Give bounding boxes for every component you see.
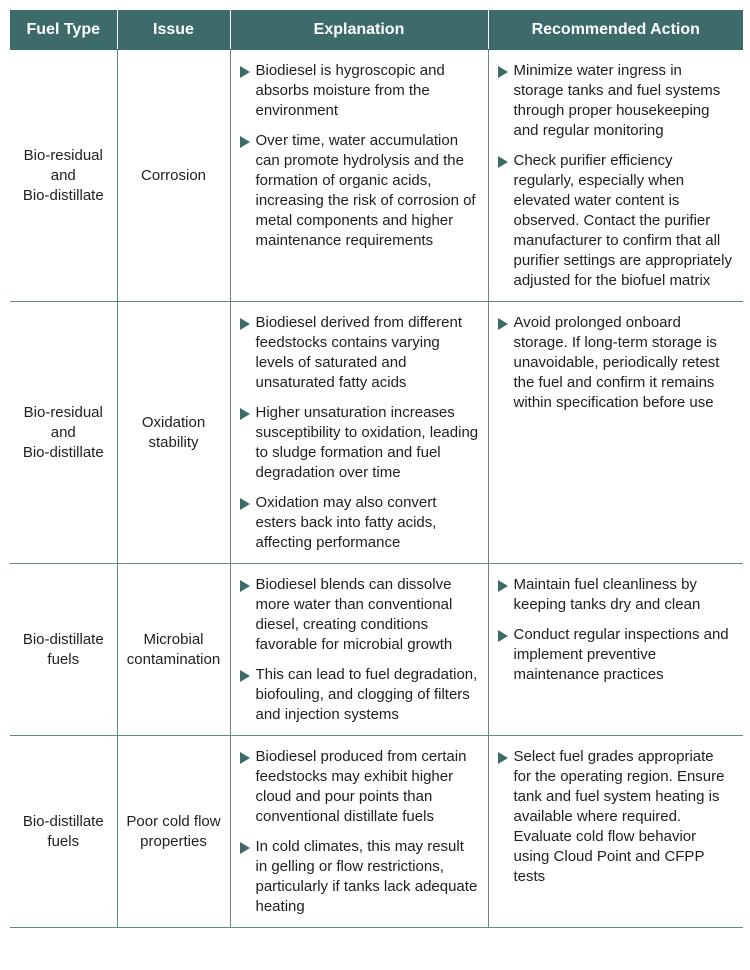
issue-cell: Poor cold flow properties	[117, 736, 230, 928]
explanation-list	[239, 575, 480, 725]
triangle-bullet-icon	[240, 842, 250, 854]
fuel-type-cell: Bio-distillate fuels	[10, 564, 117, 736]
bullet-text: Avoid prolonged onboard storage. If long-term storage is unavoidable, periodically retest the fuel and confirm it remains within specification before use	[513, 314, 720, 411]
table-row	[10, 736, 743, 928]
bullet-text: In cold climates, this may result in gelling or flow restrictions, particularly if tanks lack adequate heating	[255, 838, 478, 915]
triangle-bullet-icon	[498, 752, 508, 764]
header-fuel-type: Fuel Type	[10, 10, 117, 50]
fuel-issues-table	[10, 10, 743, 928]
action-list	[497, 747, 736, 887]
triangle-bullet-icon	[498, 156, 508, 168]
bullet-text: Conduct regular inspections and implement preventive maintenance practices	[513, 626, 729, 683]
header-issue: Issue	[117, 10, 230, 50]
bullet-item	[497, 625, 736, 685]
action-cell	[488, 302, 743, 564]
header-explanation: Explanation	[230, 10, 488, 50]
bullet-text: This can lead to fuel degradation, biofouling, and clogging of filters and injection systems	[255, 666, 478, 723]
issue-cell: Microbial contamination	[117, 564, 230, 736]
action-cell	[488, 736, 743, 928]
action-list	[497, 61, 736, 291]
issue-cell: Corrosion	[117, 50, 230, 302]
fuel-type-cell: Bio-distillate fuels	[10, 736, 117, 928]
bullet-text: Minimize water ingress in storage tanks and fuel systems through proper housekeeping and regular monitoring	[513, 62, 721, 139]
bullet-item	[239, 403, 480, 483]
action-list	[497, 313, 736, 413]
table-body	[10, 50, 743, 928]
bullet-text: Biodiesel produced from certain feedstocks may exhibit higher cloud and pour points than conventional distillate fuels	[255, 748, 467, 825]
bullet-item	[497, 313, 736, 413]
action-list	[497, 575, 736, 685]
explanation-list	[239, 747, 480, 917]
table-row	[10, 50, 743, 302]
explanation-cell	[230, 564, 488, 736]
triangle-bullet-icon	[498, 66, 508, 78]
triangle-bullet-icon	[240, 752, 250, 764]
bullet-item	[239, 131, 480, 251]
bullet-text: Biodiesel blends can dissolve more water than conventional diesel, creating conditions favorable for microbial growth	[255, 576, 453, 653]
bullet-item	[239, 493, 480, 553]
triangle-bullet-icon	[240, 136, 250, 148]
explanation-cell	[230, 736, 488, 928]
table-row	[10, 564, 743, 736]
bullet-item	[239, 575, 480, 655]
triangle-bullet-icon	[498, 630, 508, 642]
bullet-item	[239, 665, 480, 725]
bullet-item	[497, 575, 736, 615]
bullet-text: Oxidation may also convert esters back into fatty acids, affecting performance	[255, 494, 437, 551]
triangle-bullet-icon	[240, 498, 250, 510]
bullet-text: Over time, water accumulation can promote hydrolysis and the formation of organic acids, increasing the risk of corrosion of metal components and higher maintenance requirements	[255, 132, 476, 249]
bullet-item	[497, 151, 736, 291]
header-row	[10, 10, 743, 50]
explanation-cell	[230, 50, 488, 302]
table-header	[10, 10, 743, 50]
bullet-item	[239, 61, 480, 121]
bullet-item	[239, 747, 480, 827]
triangle-bullet-icon	[498, 580, 508, 592]
bullet-item	[239, 313, 480, 393]
triangle-bullet-icon	[240, 670, 250, 682]
triangle-bullet-icon	[498, 318, 508, 330]
bullet-text: Check purifier efficiency regularly, especially when elevated water content is observed. Contact the purifier manufacturer to confirm that all purifier settings are appropriately adjusted for the biofuel matrix	[513, 152, 732, 289]
explanation-list	[239, 61, 480, 251]
action-cell	[488, 50, 743, 302]
bullet-item	[497, 747, 736, 887]
bullet-text: Maintain fuel cleanliness by keeping tanks dry and clean	[513, 576, 701, 613]
triangle-bullet-icon	[240, 580, 250, 592]
bullet-item	[497, 61, 736, 141]
action-cell	[488, 564, 743, 736]
fuel-type-cell: Bio-residual and Bio-distillate	[10, 302, 117, 564]
explanation-cell	[230, 302, 488, 564]
bullet-text: Biodiesel is hygroscopic and absorbs moisture from the environment	[255, 62, 445, 119]
bullet-text: Select fuel grades appropriate for the operating region. Ensure tank and fuel system heating is available where required. Evaluate cold flow behavior using Cloud Point and CFPP tests	[513, 748, 725, 885]
header-recommended-action: Recommended Action	[488, 10, 743, 50]
issue-cell: Oxidation stability	[117, 302, 230, 564]
triangle-bullet-icon	[240, 318, 250, 330]
fuel-type-cell: Bio-residual and Bio-distillate	[10, 50, 117, 302]
explanation-list	[239, 313, 480, 553]
bullet-text: Higher unsaturation increases susceptibility to oxidation, leading to sludge formation and fuel degradation over time	[255, 404, 479, 481]
table-row	[10, 302, 743, 564]
bullet-item	[239, 837, 480, 917]
triangle-bullet-icon	[240, 408, 250, 420]
triangle-bullet-icon	[240, 66, 250, 78]
bullet-text: Biodiesel derived from different feedstocks contains varying levels of saturated and unsaturated fatty acids	[255, 314, 462, 391]
